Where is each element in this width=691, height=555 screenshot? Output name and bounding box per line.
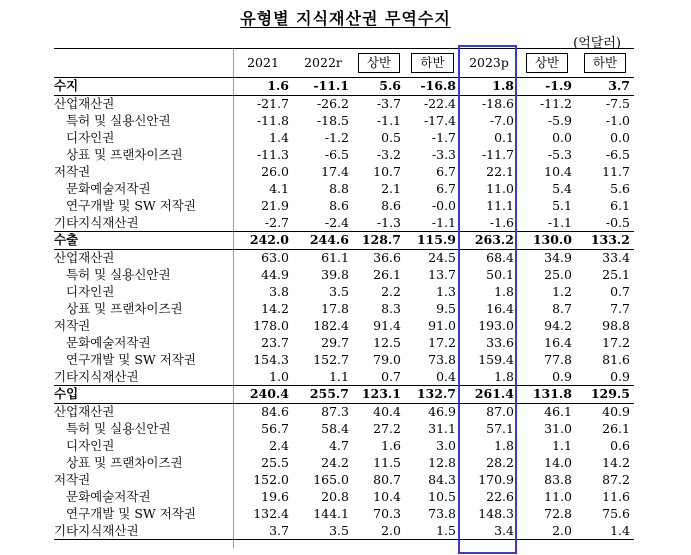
cell-value: 57.1 — [486, 421, 514, 437]
cell-value: 98.8 — [602, 317, 630, 333]
table-row — [54, 403, 634, 420]
cell-value: -22.4 — [423, 96, 456, 112]
table-row — [54, 317, 634, 334]
cell-value: 10.4 — [544, 163, 572, 179]
row-label: 상표 및 프랜차이즈권 — [66, 301, 183, 317]
cell-value: 26.1 — [373, 267, 401, 283]
cell-value: 87.0 — [486, 404, 514, 420]
cell-value: 9.5 — [436, 301, 456, 317]
total-row — [54, 78, 634, 96]
cell-value: 39.8 — [321, 267, 349, 283]
header-row — [54, 49, 634, 78]
row-label: 수입 — [54, 386, 79, 402]
cell-value: 34.9 — [544, 250, 572, 266]
cell-value: -16.8 — [420, 78, 456, 94]
cell-value: 242.0 — [249, 232, 289, 248]
cell-value: 0.0 — [552, 130, 572, 146]
cell-value: 0.9 — [552, 368, 572, 384]
cell-value: -6.5 — [324, 147, 349, 162]
cell-value: 0.4 — [436, 368, 456, 384]
cell-value: -7.5 — [605, 96, 630, 112]
cell-value: -5.3 — [547, 147, 572, 162]
cell-value: 165.0 — [313, 471, 349, 487]
column-header: 상반 — [353, 49, 405, 78]
row-label: 산업재산권 — [54, 96, 115, 112]
cell-value: 152.0 — [253, 471, 289, 487]
cell-value: 129.5 — [590, 386, 630, 402]
row-label: 특허 및 실용신안권 — [66, 113, 171, 129]
row-label: 연구개발 및 SW 저작권 — [66, 197, 196, 213]
cell-value: 133.2 — [590, 232, 630, 248]
cell-value: 1.5 — [436, 522, 456, 538]
column-header: 2022r — [304, 55, 342, 70]
cell-value: 50.1 — [486, 267, 514, 283]
cell-value: 115.9 — [416, 232, 456, 248]
cell-value: 73.8 — [428, 505, 456, 521]
cell-value: 14.2 — [602, 455, 630, 471]
table-row — [54, 284, 634, 301]
cell-value: -0.0 — [431, 197, 456, 213]
cell-value: 10.7 — [373, 163, 401, 179]
table-row — [54, 95, 634, 112]
cell-value: -18.5 — [316, 113, 349, 129]
column-header: 하반 — [405, 49, 460, 78]
cell-value: 4.1 — [269, 180, 289, 196]
cell-value: 73.8 — [428, 351, 456, 367]
row-label: 저작권 — [54, 471, 91, 487]
cell-value: 131.8 — [532, 386, 572, 402]
cell-value: 3.5 — [329, 284, 349, 300]
cell-value: 263.2 — [474, 232, 514, 248]
table-row — [54, 421, 634, 438]
cell-value: 22.1 — [486, 163, 514, 179]
total-row — [54, 386, 634, 404]
cell-value: -1.6 — [489, 214, 514, 230]
table-row — [54, 130, 634, 147]
cell-value: 29.7 — [321, 334, 349, 350]
page-title: 유형별 지식재산권 무역수지 — [240, 9, 451, 28]
cell-value: 19.6 — [261, 488, 289, 504]
table-row — [54, 113, 634, 130]
cell-value: 182.4 — [313, 317, 349, 333]
cell-value: 1.8 — [494, 438, 514, 454]
table-row — [54, 488, 634, 505]
cell-value: 25.5 — [261, 455, 289, 471]
cell-value: 11.0 — [544, 488, 572, 504]
cell-value: 31.0 — [544, 421, 572, 437]
row-label: 저작권 — [54, 317, 91, 333]
cell-value: 11.1 — [486, 197, 514, 213]
cell-value: 33.4 — [602, 250, 630, 266]
cell-value: 8.7 — [552, 301, 572, 317]
column-header: 하반 — [576, 49, 634, 78]
cell-value: 6.7 — [436, 163, 456, 179]
cell-value: 6.1 — [610, 197, 630, 213]
cell-value: 0.6 — [610, 438, 630, 454]
column-header: 2021 — [247, 55, 279, 70]
row-label: 산업재산권 — [54, 250, 115, 266]
row-label: 산업재산권 — [54, 404, 115, 420]
cell-value: -3.2 — [376, 147, 401, 162]
cell-value: 8.8 — [329, 180, 349, 196]
cell-value: 11.0 — [486, 180, 514, 196]
cell-value: 20.8 — [321, 488, 349, 504]
cell-value: 68.4 — [486, 250, 514, 266]
cell-value: -18.6 — [481, 96, 514, 112]
cell-value: 87.2 — [602, 471, 630, 487]
cell-value: 16.4 — [544, 334, 572, 350]
cell-value: -26.2 — [316, 96, 349, 112]
cell-value: 0.7 — [381, 368, 401, 384]
cell-value: 0.9 — [610, 368, 630, 384]
cell-value: 11.5 — [373, 455, 401, 471]
row-label: 저작권 — [54, 163, 91, 179]
cell-value: 3.8 — [269, 284, 289, 300]
cell-value: -1.7 — [431, 130, 456, 146]
row-label: 문화예술저작권 — [66, 488, 151, 504]
total-row — [54, 232, 634, 250]
table-row — [54, 147, 634, 164]
cell-value: 40.9 — [602, 404, 630, 420]
cell-value: 2.2 — [381, 284, 401, 300]
cell-value: 17.2 — [428, 334, 456, 350]
cell-value: 1.8 — [492, 78, 514, 94]
cell-value: 44.9 — [261, 267, 289, 283]
unit-label: (억달러) — [573, 36, 621, 51]
table-row — [54, 301, 634, 318]
cell-value: 40.4 — [373, 404, 401, 420]
cell-value: 7.7 — [610, 301, 630, 317]
table-row — [54, 455, 634, 472]
cell-value: 83.8 — [544, 471, 572, 487]
cell-value: 3.0 — [436, 438, 456, 454]
cell-value: 148.3 — [478, 505, 514, 521]
cell-value: 1.6 — [381, 438, 401, 454]
column-header — [54, 49, 233, 78]
cell-value: 2.4 — [269, 438, 289, 454]
row-label: 디자인권 — [66, 130, 115, 146]
cell-value: -6.5 — [605, 147, 630, 162]
cell-value: 84.6 — [261, 404, 289, 420]
cell-value: 61.1 — [321, 250, 349, 266]
cell-value: 0.0 — [610, 130, 630, 146]
cell-value: 5.6 — [610, 180, 630, 196]
cell-value: 170.9 — [478, 471, 514, 487]
cell-value: 1.0 — [269, 368, 289, 384]
cell-value: -1.1 — [376, 113, 401, 129]
cell-value: 2.1 — [381, 180, 401, 196]
cell-value: 4.7 — [329, 438, 349, 454]
cell-value: -1.0 — [605, 113, 630, 129]
cell-value: 24.2 — [321, 455, 349, 471]
cell-value: 80.7 — [373, 471, 401, 487]
cell-value: 132.4 — [253, 505, 289, 521]
cell-value: 31.1 — [428, 421, 456, 437]
cell-value: 1.2 — [552, 284, 572, 300]
cell-value: 70.3 — [373, 505, 401, 521]
cell-value: 26.0 — [261, 163, 289, 179]
row-label: 특허 및 실용신안권 — [66, 421, 171, 437]
cell-value: 46.1 — [544, 404, 572, 420]
cell-value: 128.7 — [361, 232, 401, 248]
cell-value: 91.4 — [373, 317, 401, 333]
row-label: 연구개발 및 SW 저작권 — [66, 351, 196, 367]
cell-value: 84.3 — [428, 471, 456, 487]
cell-value: 2.0 — [381, 522, 401, 538]
cell-value: 22.6 — [486, 488, 514, 504]
cell-value: -1.9 — [545, 78, 572, 94]
row-label: 문화예술저작권 — [66, 334, 151, 350]
column-header: 2023p — [469, 55, 509, 70]
cell-value: -21.7 — [256, 96, 289, 112]
cell-value: 240.4 — [249, 386, 289, 402]
cell-value: 77.8 — [544, 351, 572, 367]
cell-value: 0.1 — [494, 130, 514, 146]
cell-value: -0.5 — [605, 214, 630, 230]
cell-value: 10.4 — [373, 488, 401, 504]
row-label: 특허 및 실용신안권 — [66, 267, 171, 283]
cell-value: 1.4 — [610, 522, 630, 538]
cell-value: 28.2 — [486, 455, 514, 471]
cell-value: 130.0 — [532, 232, 572, 248]
cell-value: 11.6 — [602, 488, 630, 504]
cell-value: 255.7 — [309, 386, 349, 402]
cell-value: 21.9 — [261, 197, 289, 213]
table-row — [54, 368, 634, 385]
cell-value: 6.7 — [436, 180, 456, 196]
table-row — [54, 351, 634, 368]
row-label: 상표 및 프랜차이즈권 — [66, 455, 183, 471]
cell-value: 87.3 — [321, 404, 349, 420]
cell-value: 24.5 — [428, 250, 456, 266]
cell-value: 5.6 — [379, 78, 401, 94]
cell-value: -1.2 — [324, 130, 349, 146]
row-label: 수출 — [54, 232, 79, 248]
cell-value: -1.1 — [431, 214, 456, 230]
cell-value: -11.2 — [539, 96, 572, 112]
cell-value: 1.6 — [267, 78, 289, 94]
cell-value: 11.7 — [602, 163, 630, 179]
cell-value: 8.6 — [381, 197, 401, 213]
cell-value: 3.7 — [269, 522, 289, 538]
row-label: 상표 및 프랜차이즈권 — [66, 147, 183, 162]
cell-value: 14.0 — [544, 455, 572, 471]
row-label: 디자인권 — [66, 284, 115, 300]
cell-value: 8.3 — [381, 301, 401, 317]
cell-value: 5.1 — [552, 197, 572, 213]
cell-value: 58.4 — [321, 421, 349, 437]
cell-value: -2.7 — [264, 214, 289, 230]
cell-value: 12.8 — [428, 455, 456, 471]
cell-value: 3.4 — [494, 522, 514, 538]
cell-value: 152.7 — [313, 351, 349, 367]
cell-value: -11.7 — [481, 147, 514, 162]
cell-value: 0.5 — [381, 130, 401, 146]
cell-value: 13.7 — [428, 267, 456, 283]
table-row — [54, 249, 634, 266]
cell-value: 244.6 — [309, 232, 349, 248]
table-row — [54, 267, 634, 284]
cell-value: -1.1 — [547, 214, 572, 230]
cell-value: -7.0 — [489, 113, 514, 129]
trade-balance-table — [54, 48, 634, 540]
table-row — [54, 197, 634, 214]
row-label: 기타지식재산권 — [54, 522, 139, 538]
cell-value: 91.0 — [428, 317, 456, 333]
cell-value: 79.0 — [373, 351, 401, 367]
table-row — [54, 214, 634, 231]
cell-value: -11.8 — [256, 113, 289, 129]
cell-value: 8.6 — [329, 197, 349, 213]
cell-value: 10.5 — [428, 488, 456, 504]
cell-value: 3.7 — [608, 78, 630, 94]
cell-value: 123.1 — [361, 386, 401, 402]
cell-value: -11.3 — [256, 147, 289, 162]
cell-value: -3.7 — [376, 96, 401, 112]
cell-value: 36.6 — [373, 250, 401, 266]
column-header: 상반 — [518, 49, 576, 78]
row-label: 문화예술저작권 — [66, 180, 151, 196]
cell-value: 2.0 — [552, 522, 572, 538]
cell-value: 63.0 — [261, 250, 289, 266]
cell-value: -2.4 — [324, 214, 349, 230]
cell-value: 26.1 — [602, 421, 630, 437]
cell-value: 56.7 — [261, 421, 289, 437]
cell-value: -11.1 — [313, 78, 349, 94]
row-label: 연구개발 및 SW 저작권 — [66, 505, 196, 521]
cell-value: 17.8 — [321, 301, 349, 317]
cell-value: -17.4 — [423, 113, 456, 129]
table-row — [54, 505, 634, 522]
cell-value: 193.0 — [478, 317, 514, 333]
cell-value: 132.7 — [416, 386, 456, 402]
cell-value: 25.0 — [544, 267, 572, 283]
cell-value: 144.1 — [313, 505, 349, 521]
cell-value: 12.5 — [373, 334, 401, 350]
table-row — [54, 471, 634, 488]
cell-value: 154.3 — [253, 351, 289, 367]
table-row — [54, 438, 634, 455]
cell-value: 261.4 — [474, 386, 514, 402]
cell-value: 17.4 — [321, 163, 349, 179]
cell-value: 75.6 — [602, 505, 630, 521]
cell-value: 25.1 — [602, 267, 630, 283]
cell-value: 5.4 — [552, 180, 572, 196]
cell-value: 0.7 — [610, 284, 630, 300]
row-label: 기타지식재산권 — [54, 214, 139, 230]
cell-value: -3.3 — [431, 147, 456, 162]
cell-value: 1.4 — [269, 130, 289, 146]
cell-value: 16.4 — [486, 301, 514, 317]
cell-value: 3.5 — [329, 522, 349, 538]
cell-value: 1.3 — [436, 284, 456, 300]
cell-value: 178.0 — [253, 317, 289, 333]
cell-value: 27.2 — [373, 421, 401, 437]
cell-value: 159.4 — [478, 351, 514, 367]
cell-value: 1.1 — [552, 438, 572, 454]
table-row — [54, 522, 634, 539]
cell-value: 33.6 — [486, 334, 514, 350]
row-label: 기타지식재산권 — [54, 368, 139, 384]
cell-value: 14.2 — [261, 301, 289, 317]
cell-value: 81.6 — [602, 351, 630, 367]
cell-value: 46.9 — [428, 404, 456, 420]
cell-value: 94.2 — [544, 317, 572, 333]
cell-value: 72.8 — [544, 505, 572, 521]
cell-value: 23.7 — [261, 334, 289, 350]
table-row — [54, 163, 634, 180]
table-row — [54, 180, 634, 197]
cell-value: -1.3 — [376, 214, 401, 230]
table-row — [54, 334, 634, 351]
row-label: 디자인권 — [66, 438, 115, 454]
cell-value: 1.8 — [494, 284, 514, 300]
cell-value: 1.1 — [329, 368, 349, 384]
cell-value: 1.8 — [494, 368, 514, 384]
cell-value: -5.9 — [547, 113, 572, 129]
cell-value: 17.2 — [602, 334, 630, 350]
row-label: 수지 — [54, 78, 79, 94]
